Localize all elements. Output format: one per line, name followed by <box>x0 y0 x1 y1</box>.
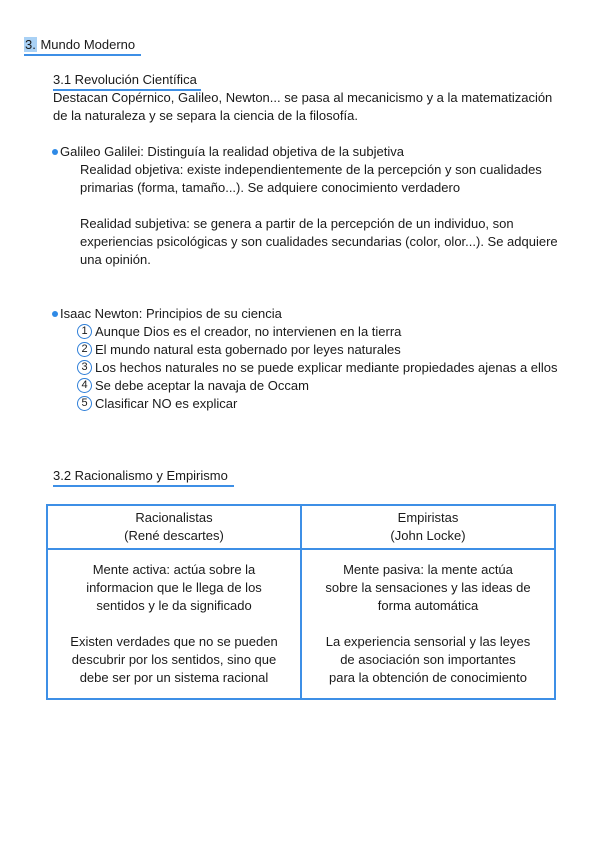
list-item-text: Clasificar NO es explicar <box>95 396 238 411</box>
header-line: (René descartes) <box>124 528 224 543</box>
cell-line: informacion que le llega de los <box>86 580 262 595</box>
list-item-text: Aunque Dios es el creador, no intervienen en la tierra <box>95 324 402 339</box>
objetiva-line-2: primarias (forma, tamaño...). Se adquiere conocimiento verdadero <box>80 180 461 195</box>
cell-line: La experiencia sensorial y las leyes <box>325 634 531 649</box>
list-item <box>77 395 237 413</box>
circled-number: 2 <box>77 342 92 357</box>
cell-line: forma automática <box>377 598 479 613</box>
cell-line: de asociación son importantes <box>340 652 516 667</box>
subjetiva-line-1: Realidad subjetiva: se genera a partir de la percepción de un individuo, son <box>80 216 514 231</box>
cell-line: Existen verdades que no se pueden <box>70 634 278 649</box>
cell-spacer <box>48 615 300 633</box>
bullet-dot <box>52 311 58 317</box>
section-title: Mundo Moderno <box>40 37 136 52</box>
cell-line: sobre la sensaciones y las ideas de <box>325 580 531 595</box>
list-item <box>77 359 558 377</box>
list-item-text: Los hechos naturales no se puede explicar mediante propiedades ajenas a ellos <box>95 360 558 375</box>
header-line: (John Locke) <box>390 528 466 543</box>
header-line: Empiristas <box>397 510 459 525</box>
list-item-text: El mundo natural esta gobernado por leyes naturales <box>95 342 401 357</box>
list-item-text: Se debe aceptar la navaja de Occam <box>95 378 309 393</box>
subsection-title-3-1: 3.1 Revolución Científica <box>53 71 201 91</box>
list-item <box>77 323 401 341</box>
circled-number: 5 <box>77 396 92 411</box>
list-item <box>77 341 401 359</box>
cell-line: Mente pasiva: la mente actúa <box>343 562 513 577</box>
cell-line: Mente activa: actúa sobre la <box>92 562 256 577</box>
bullet-dot <box>52 149 58 155</box>
list-item <box>77 377 309 395</box>
cell-line: para la obtención de conocimiento <box>328 670 528 685</box>
subjetiva-line-3: una opinión. <box>80 252 151 267</box>
table-row <box>47 549 555 699</box>
newton-heading: Isaac Newton: Principios de su ciencia <box>60 306 282 321</box>
subsection-title-3-2: 3.2 Racionalismo y Empirismo <box>53 467 234 487</box>
cell-empiristas <box>301 549 555 699</box>
comparison-table <box>46 504 556 700</box>
cell-line: debe ser por un sistema racional <box>79 670 269 685</box>
section-heading <box>24 36 141 56</box>
cell-racionalistas <box>47 549 301 699</box>
cell-line: sentidos y le da significado <box>96 598 252 613</box>
circled-number: 1 <box>77 324 92 339</box>
circled-number: 4 <box>77 378 92 393</box>
intro-line-2: de la naturaleza y se separa la ciencia de la filosofía. <box>53 108 358 123</box>
header-racionalistas <box>47 505 301 549</box>
section-number: 3. <box>25 37 36 52</box>
cell-spacer <box>302 615 554 633</box>
header-empiristas <box>301 505 555 549</box>
header-line: Racionalistas <box>135 510 213 525</box>
cell-line: descubrir por los sentidos, sino que <box>71 652 277 667</box>
subjetiva-line-2: experiencias psicológicas y son cualidades secundarias (color, olor...). Se adquiere <box>80 234 558 249</box>
galileo-heading: Galileo Galilei: Distinguía la realidad objetiva de la subjetiva <box>60 144 404 159</box>
table-header-row <box>47 505 555 549</box>
intro-line-1: Destacan Copérnico, Galileo, Newton... se pasa al mecanicismo y a la matematización <box>53 90 553 105</box>
objetiva-line-1: Realidad objetiva: existe independientemente de la percepción y son cualidades <box>80 162 542 177</box>
circled-number: 3 <box>77 360 92 375</box>
